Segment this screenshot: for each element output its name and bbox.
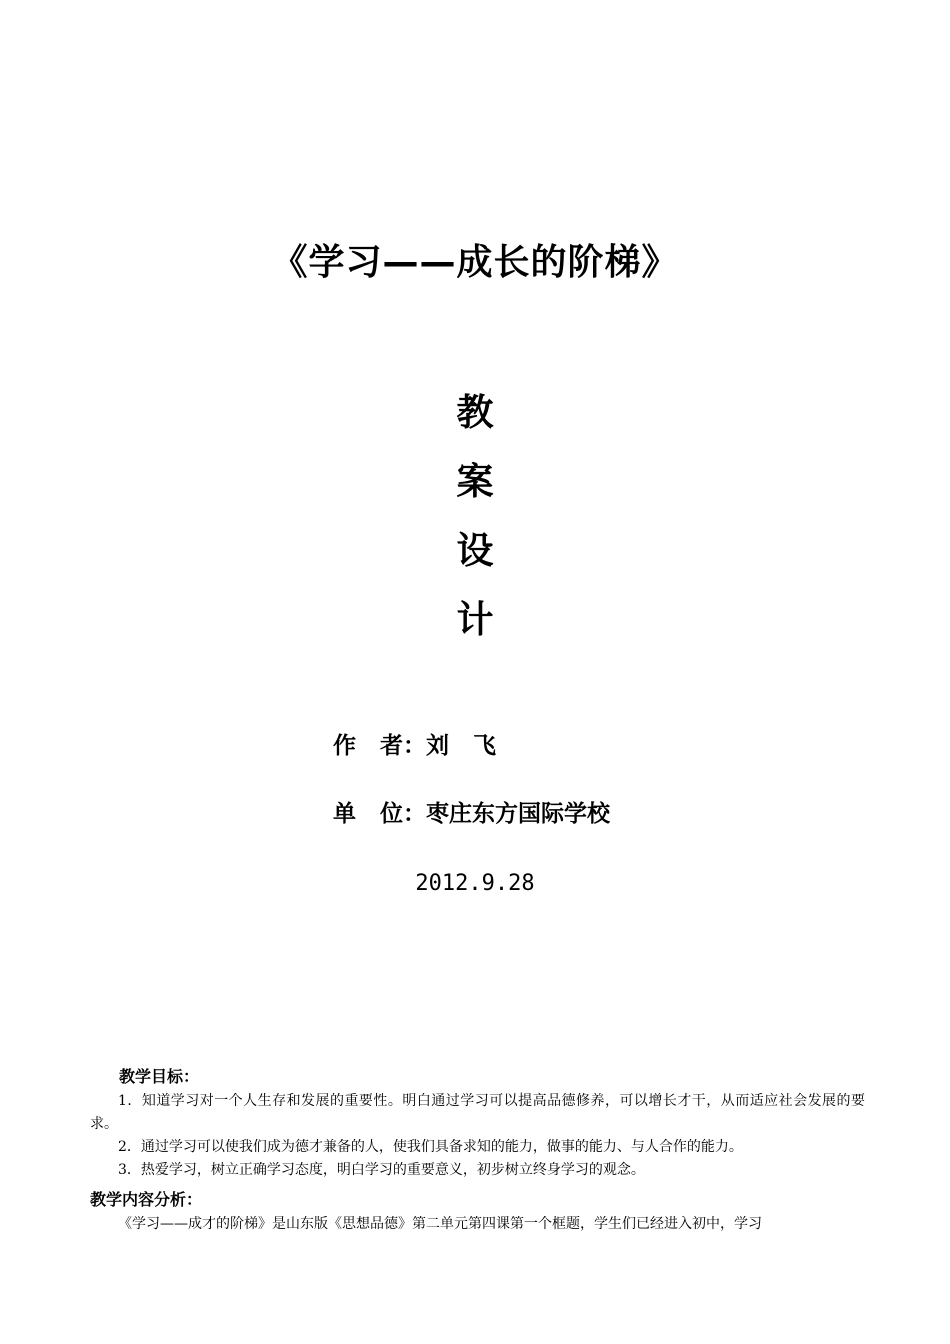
heading-char: 设	[456, 529, 494, 572]
heading-char: 计	[456, 598, 494, 641]
lesson-plan-heading	[0, 378, 950, 654]
objectives-list	[90, 1090, 865, 1182]
unit-line: 单 位：枣庄东方国际学校	[333, 801, 611, 827]
heading-char: 教	[456, 391, 494, 434]
author-line: 作 者：刘 飞	[333, 733, 497, 759]
objective-item: 3．热爱学习，树立正确学习态度，明白学习的重要意义，初步树立终身学习的观念。	[118, 1162, 645, 1178]
document-date: 2012.9.28	[415, 871, 535, 896]
analysis-heading: 教学内容分析：	[90, 1190, 203, 1209]
objectives-heading: 教学目标：	[119, 1067, 200, 1086]
heading-char: 案	[456, 460, 494, 503]
objective-item: 1．知道学习对一个人生存和发展的重要性。明白通过学习可以提高品德修养，可以增长才干，从而适应社会发展的要求。	[90, 1093, 865, 1132]
analysis-paragraph: 《学习——成才的阶梯》是山东版《思想品德》第二单元第四课第一个框题，学生们已经进入初中，学习	[118, 1216, 762, 1232]
analysis-section	[90, 1213, 865, 1236]
objective-item: 2．通过学习可以使我们成为德才兼备的人，使我们具备求知的能力，做事的能力、与人合作的能力。	[118, 1139, 743, 1155]
document-title: 《学习——成长的阶梯》	[271, 242, 679, 283]
